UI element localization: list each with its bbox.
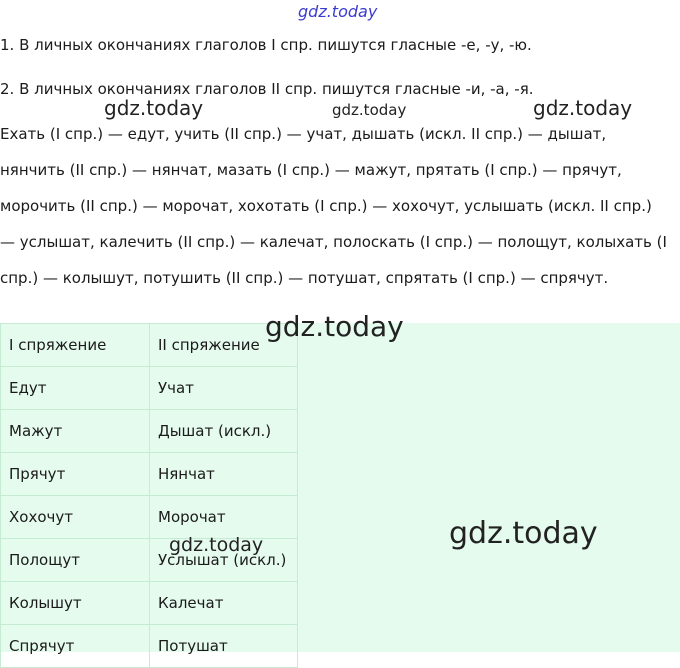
table-cell: Колышут <box>1 582 150 625</box>
table-row <box>1 410 298 453</box>
watermark: gdz.today <box>169 534 264 556</box>
header-conjugation-1: I спряжение <box>1 324 150 367</box>
conjugation-table <box>0 323 298 668</box>
table-cell: Нянчат <box>150 453 298 496</box>
watermark: gdz.today <box>332 101 407 119</box>
table-cell: Учат <box>150 367 298 410</box>
table-cell: Мажут <box>1 410 150 453</box>
rule-2-text: 2. В личных окончаниях глаголов II спр. пишутся гласные -и, -а, -я. <box>0 80 534 98</box>
table-cell: Спрячут <box>1 625 150 668</box>
watermark: gdz.today <box>104 96 204 120</box>
watermark: gdz.today <box>533 96 633 120</box>
table-row <box>1 367 298 410</box>
table-cell: Морочат <box>150 496 298 539</box>
table-header-row <box>1 324 298 367</box>
table-row <box>1 496 298 539</box>
table-cell: Полощут <box>1 539 150 582</box>
watermark-logo: gdz.today <box>298 2 378 21</box>
rule-1-text: 1. В личных окончаниях глаголов I спр. пишутся гласные -е, -у, -ю. <box>0 36 532 54</box>
table-row <box>1 625 298 668</box>
header-conjugation-2: II спряжение <box>150 324 298 367</box>
table-cell: Услышат (искл.) <box>150 539 298 582</box>
watermark: gdz.today <box>449 516 598 551</box>
table-cell: Калечат <box>150 582 298 625</box>
examples-text: Ехать (I спр.) — едут, учить (II спр.) — учат, дышать (искл. II спр.) — дышат, нянчить (II спр.) — нянчат, мазать (I спр.) — мажут, прятать (I спр.) — прячут, морочить (II спр.) — морочат, хохотать (I спр.) — хохочут, услышать (искл. II спр.) — услышат, калечить (II спр.) — калечат, полоскать (I спр.) — полощут, колыхать (I спр.) — колышут, потушить (II спр.) — потушат, спрятать (I спр.) — спрячут. <box>0 125 667 287</box>
watermark: gdz.today <box>265 310 404 343</box>
table-cell: Потушат <box>150 625 298 668</box>
table-cell: Хохочут <box>1 496 150 539</box>
table-cell: Дышат (искл.) <box>150 410 298 453</box>
table-row <box>1 582 298 625</box>
table-row <box>1 453 298 496</box>
table-cell: Едут <box>1 367 150 410</box>
table-cell: Прячут <box>1 453 150 496</box>
